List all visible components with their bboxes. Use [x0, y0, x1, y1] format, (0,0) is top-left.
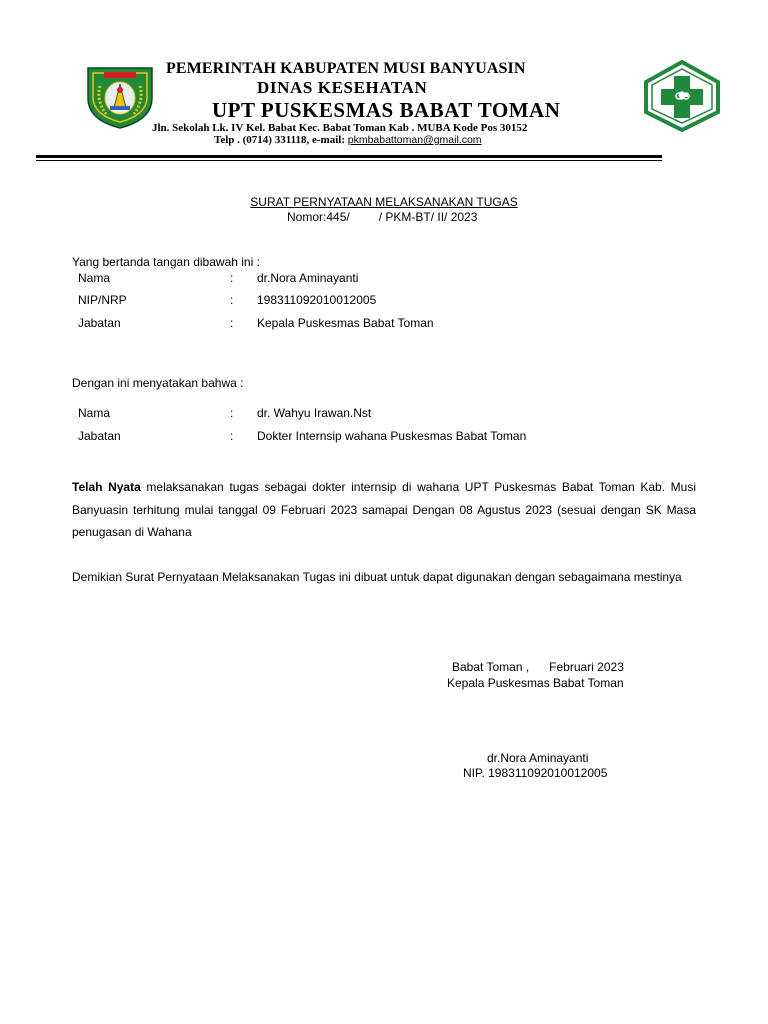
subject-name-value: dr. Wahyu Irawan.Nst	[257, 406, 372, 420]
header-phone: Telp . (0714) 331118, e-mail:	[214, 134, 348, 146]
signer-name-colon: :	[230, 271, 234, 285]
header-email[interactable]: pkmbabattoman@gmail.com	[347, 134, 482, 146]
puskesmas-logo-icon	[642, 60, 722, 132]
signer-position-colon: :	[230, 316, 234, 330]
signer-position-label: Jabatan	[78, 316, 121, 330]
subject-position-label: Jabatan	[78, 429, 121, 443]
signer-name-value: dr.Nora Aminayanti	[257, 271, 359, 285]
document-number-prefix: Nomor:445/	[287, 210, 350, 224]
document-number-suffix: / PKM-BT/ II/ 2023	[378, 210, 478, 224]
header-department: DINAS KESEHATAN	[257, 78, 428, 97]
signature-place-date: Babat Toman , Februari 2023	[452, 660, 624, 674]
statement-intro: Dengan ini menyatakan bahwa :	[72, 376, 244, 390]
header-divider-thin	[36, 160, 662, 161]
signer-nip-colon: :	[230, 293, 234, 307]
header-divider-thick	[36, 155, 662, 158]
signer-intro: Yang bertanda tangan dibawah ini :	[72, 255, 260, 269]
statement-paragraph	[72, 476, 696, 544]
signer-nip-value: 198311092010012005	[257, 293, 377, 307]
header-institution: UPT PUSKESMAS BABAT TOMAN	[212, 98, 561, 122]
signature-name: dr.Nora Aminayanti	[487, 751, 589, 765]
regency-emblem-icon	[84, 64, 156, 130]
signature-position: Kepala Puskesmas Babat Toman	[447, 676, 624, 690]
header-contact	[214, 134, 482, 146]
signer-position-value: Kepala Puskesmas Babat Toman	[257, 316, 434, 330]
subject-name-label: Nama	[78, 406, 111, 420]
signer-nip-label: NIP/NRP	[78, 293, 127, 307]
statement-emphasis: Telah Nyata	[72, 480, 141, 494]
statement-text: melaksanakan tugas sebagai dokter internsip di wahana UPT Puskesmas Babat Toman Kab. Musi Banyuasin terhitung mulai tanggal 09 Februari 2023 samapai Dengan 08 Agustus 2023 (sesuai dengan SK Masa penugasan di Wahana	[72, 480, 696, 539]
subject-position-value: Dokter Internsip wahana Puskesmas Babat Toman	[257, 429, 527, 443]
header-government: PEMERINTAH KABUPATEN MUSI BANYUASIN	[166, 60, 526, 77]
subject-position-colon: :	[230, 429, 234, 443]
closing-paragraph: Demikian Surat Pernyataan Melaksanakan Tugas ini dibuat untuk dapat digunakan dengan sebagaimana mestinya	[72, 570, 682, 584]
subject-name-colon: :	[230, 406, 234, 420]
document-number	[287, 210, 477, 224]
signer-name-label: Nama	[78, 271, 111, 285]
signature-nip: NIP. 198311092010012005	[463, 766, 608, 780]
document-title: SURAT PERNYATAAN MELAKSANAKAN TUGAS	[250, 195, 518, 209]
header-address: Jln. Sekolah Lk. IV Kel. Babat Kec. Babat Toman Kab . MUBA Kode Pos 30152	[152, 122, 528, 134]
